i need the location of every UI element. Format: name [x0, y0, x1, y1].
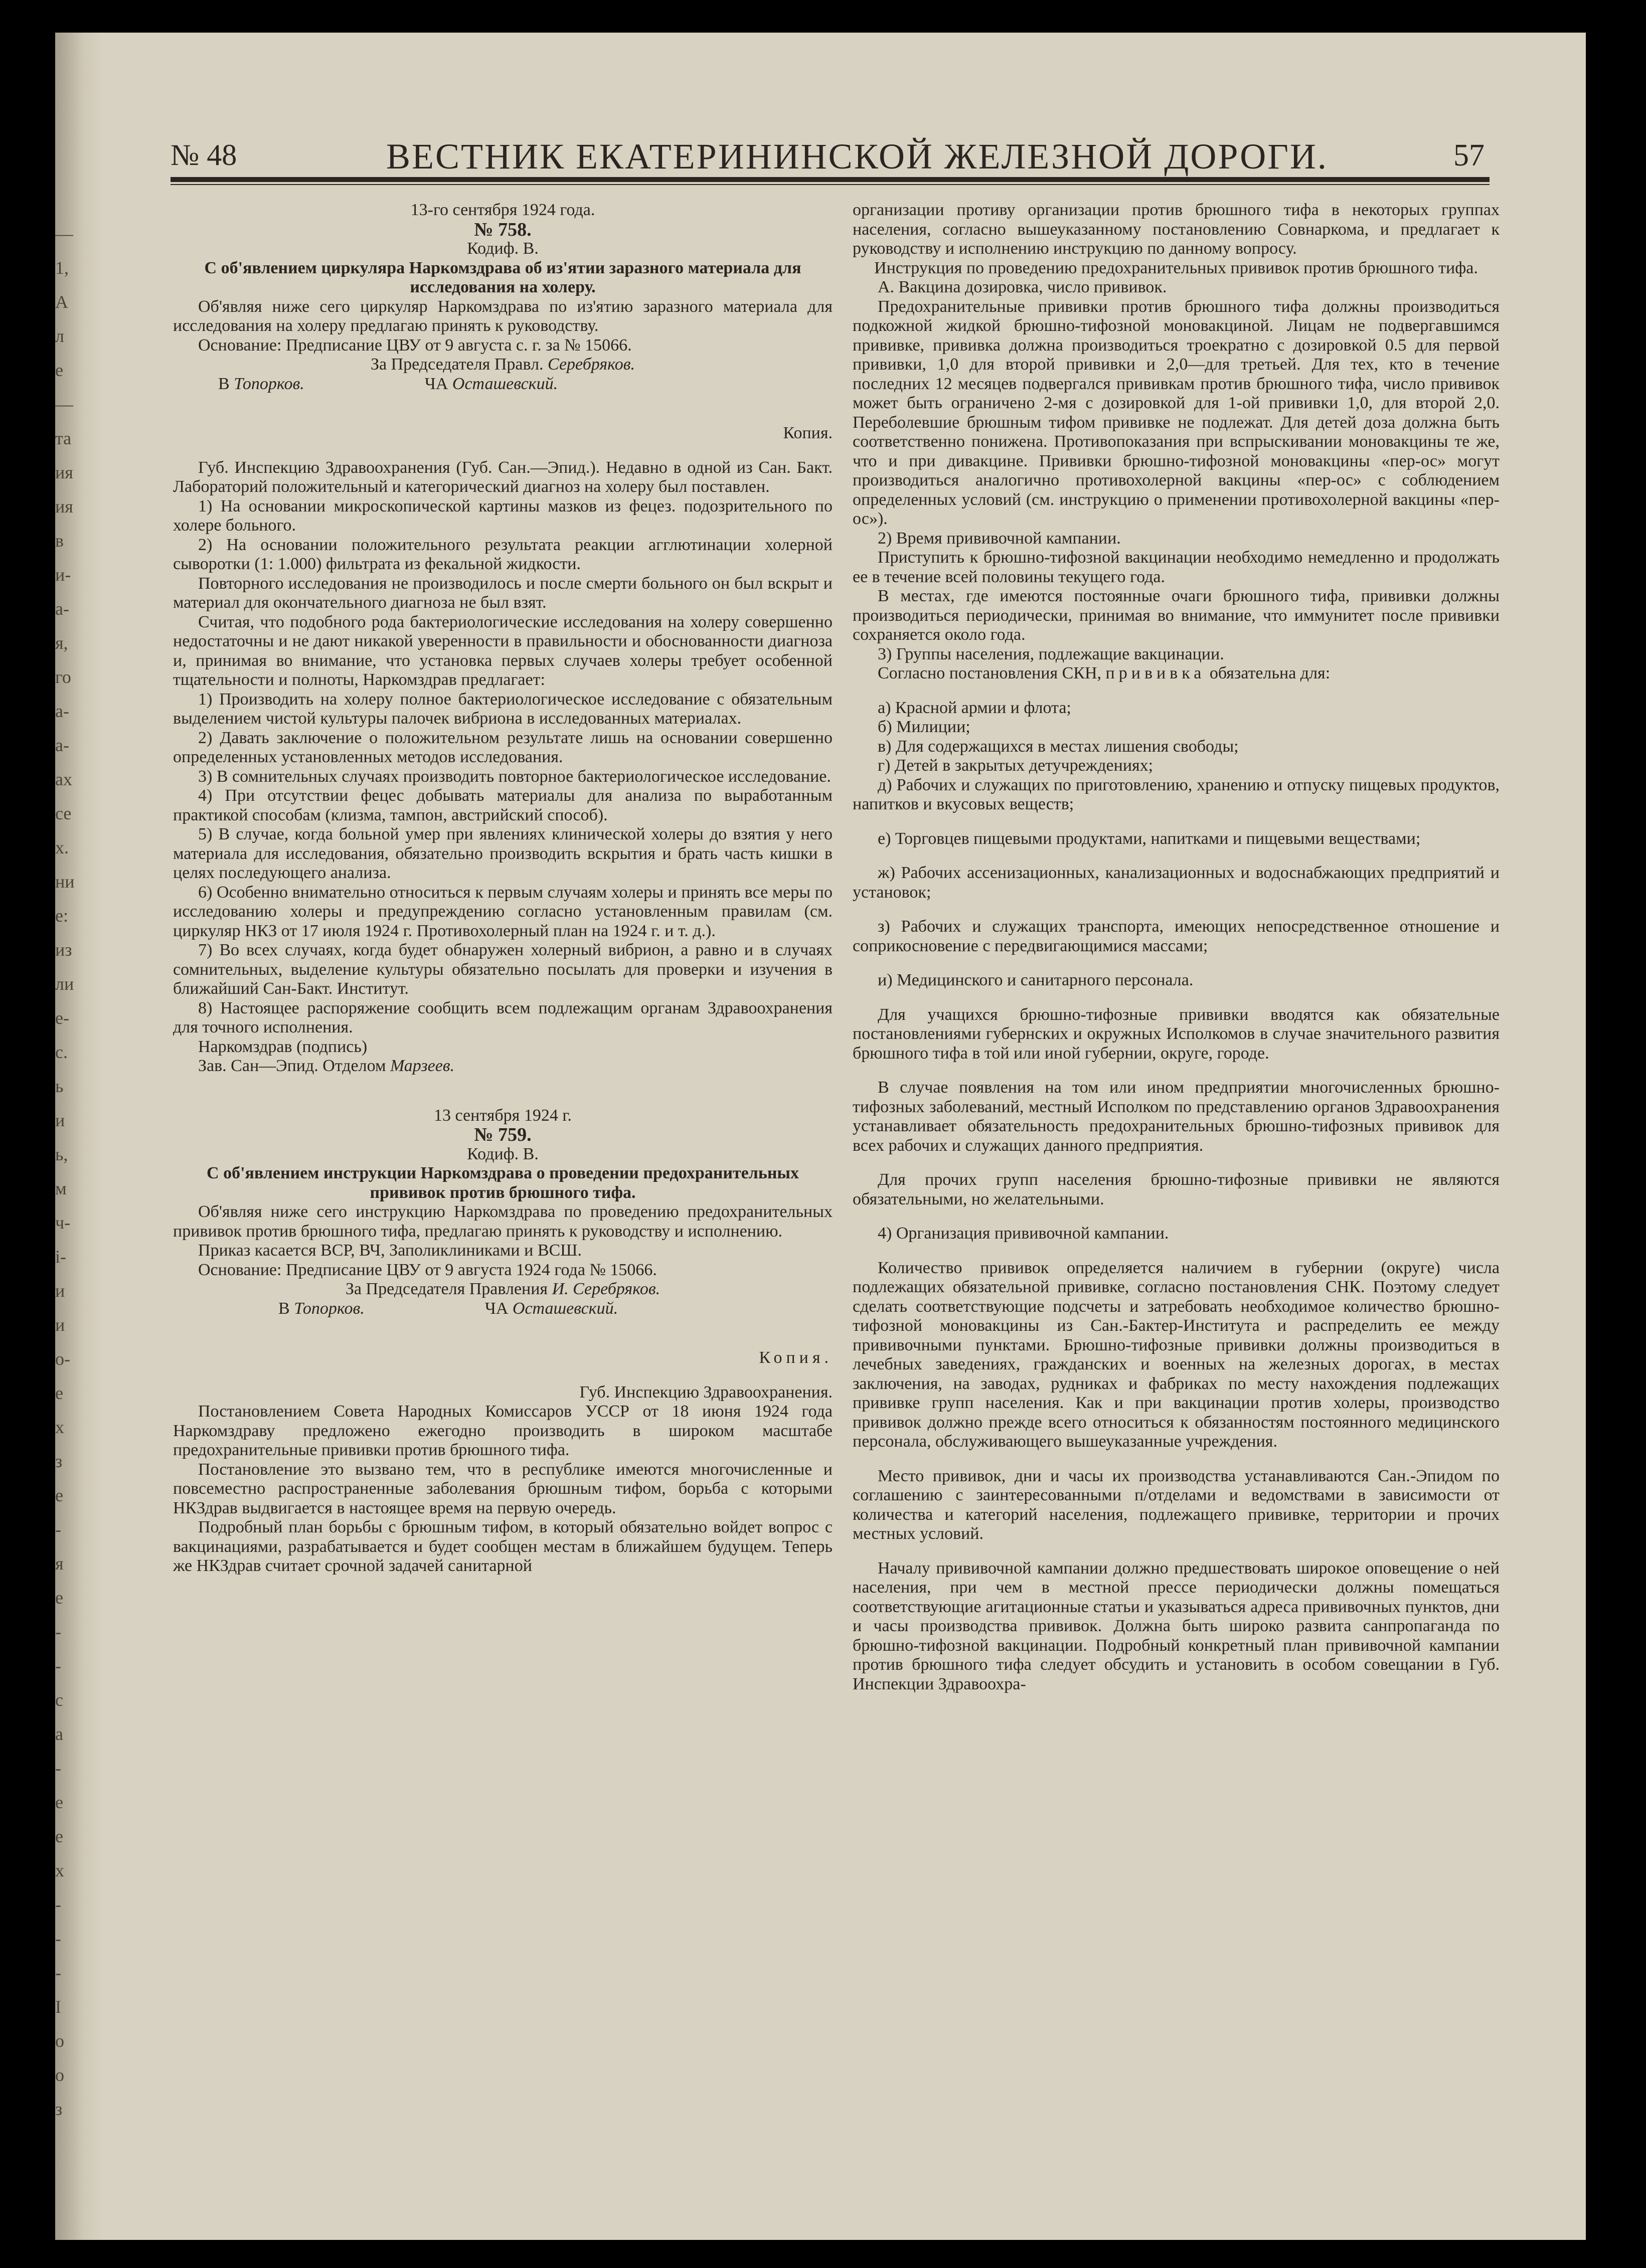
margin-fragment: е	[55, 1826, 63, 1846]
section-heading: 3) Группы населения, подлежащие вакцинации.	[878, 644, 1224, 663]
margin-fragment: из	[55, 940, 72, 960]
margin-fragment: а-	[55, 701, 69, 721]
previous-page-edge	[55, 33, 98, 2240]
margin-fragment: и	[55, 1315, 65, 1335]
paragraph: Губ. Инспекцию Здравоохранения (Губ. Сан.—Эпид.). Недавно в одной из Сан. Бакт. Лабораторий положительный и категорический диагноз на холеру был поставлен.	[173, 458, 833, 496]
paragraph: Наркомздрав (подпись)	[198, 1037, 368, 1056]
margin-fragment: ни	[55, 871, 75, 892]
margin-fragment: а-	[55, 735, 69, 755]
left-column	[173, 201, 833, 1576]
paragraph: Считая, что подобного рода бактериологические исследования на холеру совершенно недостаточны и не дают никакой уверенности в правильности и обоснованности диагноза и, принимая во внимание, что установка первых случаев холеры требует особенной тщательности и полноты, Наркомздрав предлагает:	[173, 612, 833, 689]
margin-fragment: е	[55, 1588, 63, 1608]
order-758-number: № 758.	[474, 219, 532, 240]
margin-fragment: се	[55, 803, 72, 823]
paragraph: Повторного исследования не производилось и после смерти больного он был вскрыт и материал для окончательного диагноза не был взят.	[173, 574, 833, 612]
header-rule	[171, 177, 1490, 185]
margin-fragment: I	[55, 1997, 61, 2017]
paragraph: В местах, где имеются постоянные очаги брюшного тифа, прививки должны производиться периодически, принимая во внимание, что иммунитет после прививки сохраняется около года.	[853, 587, 1500, 644]
list-item: ж) Рабочих ассенизационных, канализационных и водоснабжающих предприятий и установок;	[853, 863, 1500, 902]
margin-fragment: ия	[55, 496, 73, 516]
margin-fragment: е-	[55, 1008, 69, 1028]
list-item: б) Милиции;	[878, 718, 970, 736]
margin-fragment: -	[55, 1656, 61, 1676]
margin-fragment: -	[55, 1758, 61, 1778]
paragraph: Приступить к брюшно-тифозной вакцинации необходимо немедленно и продолжать ее в течение всей половины текущего года.	[853, 548, 1500, 586]
paragraph: 7) Во всех случаях, когда будет обнаружен холерный вибрион, а равно и в случаях сомнительных, выделение культуры обязательно посылать для проверки и изучения в ближайший Сан-Бакт. Институт.	[173, 941, 833, 998]
paragraph: Для учащихся брюшно-тифозные прививки вводятся как обязательные постановлениями губернских и окружных Исполкомов в случае значительного развития брюшного тифа в той или иной губернии, округе, городе.	[853, 1005, 1500, 1063]
list-item: г) Детей в закрытых детучреждениях;	[878, 756, 1154, 775]
margin-fragment: ч-	[55, 1212, 71, 1233]
publication-title: ВЕСТНИК ЕКАТЕРИНИНСКОЙ ЖЕЛЕЗНОЙ ДОРОГИ.	[386, 136, 1328, 177]
paragraph: 4) При отсутствии фецес добывать материалы для анализа по выработанным практикой способам (клизма, тампон, австрийский способ).	[173, 786, 833, 824]
margin-fragment: е	[55, 1485, 63, 1505]
margin-fragment: и	[55, 1110, 65, 1130]
paragraph: организации противу организации против брюшного тифа в некоторых группах населения, согласно вышеуказанному постановлению Совнаркома, и предлагает к руководству и исполнению инструкцию по данному вопросу.	[853, 201, 1500, 258]
addressee: Губ. Инспекцию Здравоохранения.	[579, 1382, 833, 1402]
margin-fragment: ах	[55, 769, 72, 789]
paragraph: Постановлением Совета Народных Комиссаров УССР от 18 июня 1924 года Наркомздраву предложено ежегодно производить в широком масштабе предохранительные прививки против брюшного тифа.	[173, 1402, 833, 1459]
order-759-number: № 759.	[474, 1124, 532, 1145]
margin-fragment: с	[55, 1690, 63, 1710]
margin-fragment: ь,	[55, 1144, 68, 1164]
paragraph: В случае появления на том или ином предприятии многочисленных брюшно-тифозных заболеваний, местный Исполком по представлению органов Здравоохранения устанавливает обязательность предохранительных брюшно-тифозных прививок для всех рабочих и служащих данного предприятия.	[853, 1078, 1500, 1155]
margin-fragment: ли	[55, 974, 74, 994]
margin-fragment: я	[55, 1553, 64, 1574]
margin-fragment: м	[55, 1178, 67, 1198]
margin-fragment: з	[55, 1451, 63, 1471]
margin-fragment: х.	[55, 837, 69, 857]
paragraph: 1) Производить на холеру полное бактериологическое исследование с обязательным выделением чистой культуры палочек вибриона в исследованных материалах.	[173, 689, 833, 728]
margin-fragment: -	[55, 1519, 61, 1539]
paragraph: Приказ касается ВСР, ВЧ, Заполиклиниками и ВСШ.	[198, 1241, 582, 1260]
margin-fragment: х	[55, 1417, 64, 1437]
paragraph: 2) Давать заключение о положительном результате лишь на основании совершенно определенных установленных методов исследования.	[173, 728, 833, 766]
right-column	[853, 201, 1500, 1694]
paragraph: Для прочих групп населения брюшно-тифозные прививки не являются обязательными, но желательными.	[853, 1170, 1500, 1208]
order-758-date: 13-го сентября 1924 года.	[410, 201, 595, 219]
order-758-code: Кодиф. В.	[467, 239, 539, 258]
paragraph: 5) В случае, когда больной умер при явлениях клинической холеры до взятия у него материала для исследования, обязательно производить вскрытия и брать часть кишки в целях последующего анализа.	[173, 825, 833, 882]
list-item: в) Для содержащихся в местах лишения свободы;	[878, 737, 1239, 756]
signature-line: За Председателя Правл. Серебряков.	[370, 355, 635, 374]
margin-fragment: е:	[55, 906, 68, 926]
margin-fragment: —	[55, 394, 73, 414]
signature-line: В Топорков. ЧА Осташевский.	[218, 374, 558, 393]
list-item: д) Рабочих и служащих по приготовлению, хранению и отпуску пищевых продуктов, напитков и вкусовых веществ;	[853, 775, 1500, 813]
paragraph: Место прививок, дни и часы их производства устанавливаются Сан.-Эпидом по соглашению с заинтересованными п/отделами и ведомствами в зависимости от количества и категорий населения, подлежащего прививке, территории и прочих местных условий.	[853, 1466, 1500, 1543]
margin-fragment: о-	[55, 1349, 70, 1369]
signature-line: В Топорков. ЧА Осташевский.	[278, 1299, 618, 1318]
margin-fragment: -	[55, 1894, 61, 1914]
margin-fragment: -	[55, 1622, 61, 1642]
order-758-heading: С об'явлением циркуляра Наркомздрава об из'ятии заразного материала для исследования на холеру.	[204, 258, 801, 296]
paragraph: 2) На основании положительного результата реакции агглютинации холерной сыворотки (1: 1.000) фильтрата из фекальной жидкости.	[173, 535, 833, 573]
signature-line: Зав. Сан—Эпид. Отделом Марзеев.	[198, 1057, 455, 1075]
margin-fragment: і-	[55, 1247, 66, 1267]
margin-fragment: о	[55, 2031, 64, 2051]
margin-fragment: а	[55, 1724, 63, 1744]
paragraph: Количество прививок определяется наличием в губернии (округе) числа подлежащих обязательной прививке, согласно постановления СНК. Поэтому следует сделать соответствующие подсчеты и затребовать необходимое количество брюшно-тифозной моновакцины из Сан.-Бактер-Института и распределить ее между прививочными пунктами. Брюшно-тифозные прививки должны производиться в лечебных заведениях, гражданских и военных на железных дорогах, в местах заключения, на заводах, рудниках и фабриках по месту нахождения подлежащих прививке групп населения. Как и при вакцинации против холеры, производство прививок должно прежде всего относиться к обязанностям постоянного медицинского персонала, обслуживающего вышеуказанные учреждения.	[853, 1258, 1500, 1451]
paragraph: Постановление это вызвано тем, что в республике имеются многочисленные и повсеместно распространенные заболевания брюшным тифом, борьба с которыми НКЗдрав выдвигается в настоящее время на первую очередь.	[173, 1460, 833, 1517]
margin-fragment: 1,	[55, 258, 69, 278]
margin-fragment: е	[55, 360, 63, 380]
copy-label: Копия.	[759, 1348, 833, 1367]
margin-fragment: —	[55, 224, 73, 244]
order-759-date: 13 сентября 1924 г.	[434, 1106, 572, 1125]
margin-fragment: -	[55, 1929, 61, 1949]
issue-number: № 48	[171, 138, 237, 171]
section-heading: 4) Организация прививочной кампании.	[878, 1224, 1169, 1243]
margin-fragment: з	[55, 2099, 63, 2119]
margin-fragment: я,	[55, 633, 68, 653]
paragraph: Предохранительные прививки против брюшного тифа должны производиться подкожной жидкой брюшно-тифозной моновакциной. Лицам не подвергавшимся прививке, прививка должна производиться троекратно с дозировкой 0.5 для первой прививки, 1,0 для второй прививки и 2,0—для третьей. Для тех, кто в течение последних 12 месяцев подвергался прививкам против брюшного тифа, число прививок может быть ограничено 2-мя с дозировкой для 1-ой прививки 1,0, для второй 2,0. Переболевшие брюшным тифом прививке не подлежат. Для детей доза должна быть соответственно понижена. Противопоказания при вспрыскивании моновакцины те же, что и при дивакцине. Прививки брюшно-тифозной моновакцины «пер-ос» могут производиться аналогично противохолерной вакцины «пер-ос» с соблюдением определенных условий (см. инструкцию о применении противохолерной вакцины «пер-ос»).	[853, 297, 1500, 528]
list-item: и) Медицинского и санитарного персонала.	[878, 971, 1194, 989]
order-759-heading: С об'явлением инструкции Наркомздрава о проведении предохранительных прививок против брюшного тифа.	[207, 1164, 799, 1202]
copy-label: Копия.	[783, 424, 833, 442]
paragraph: 8) Настоящее распоряжение сообщить всем подлежащим органам Здравоохранения для точного исполнения.	[173, 998, 833, 1036]
list-item: з) Рабочих и служащих транспорта, имеющих непосредственное отношение и соприкосновение с передвигающимися массами;	[853, 917, 1500, 955]
margin-fragment: -	[55, 1963, 61, 1983]
list-item: а) Красной армии и флота;	[878, 698, 1071, 717]
margin-fragment: е	[55, 1383, 63, 1403]
paragraph: Началу прививочной кампании должно предшествовать широкое оповещение о ней населения, при чем в местной прессе периодически должны помещаться соответствующие агитационные статьи и указываться адреса прививочных пунктов, дни и часы производства прививок. Должна быть широко развита санпропаганда по брюшно-тифозной вакцинации. Подробный конкретный план прививочной кампании против брюшного тифа следует обсудить и установить в особом совещании в Губ. Инспекции Здравоохра-	[853, 1558, 1500, 1693]
instruction-title: Инструкция по проведению предохранительных прививок против брюшного тифа.	[874, 258, 1478, 277]
list-item: е) Торговцев пищевыми продуктами, напитками и пищевыми веществами;	[878, 829, 1421, 848]
paragraph: Основание: Предписание ЦВУ от 9 августа с. г. за № 15066.	[198, 335, 632, 355]
paragraph: Об'являя ниже сего циркуляр Наркомздрава по из'ятию заразного материала для исследования на холеру предлагаю принять к руководству.	[173, 297, 833, 335]
signature-line: За Председателя Правления И. Серебряков.	[345, 1280, 661, 1298]
paragraph: Согласно постановления СКН, прививка обязательна для:	[878, 664, 1331, 682]
paragraph: 3) В сомнительных случаях производить повторное бактериологическое исследование.	[198, 767, 831, 786]
section-heading: 2) Время прививочной кампании.	[878, 529, 1121, 548]
paragraph: 6) Особенно внимательно относиться к первым случаям холеры и принять все меры по исследованию холеры и предупреждению согласно установленным правилам (см. циркуляр НКЗ от 17 июля 1924 г. Противохолерный план на 1924 г. и т. д.).	[173, 883, 833, 940]
margin-fragment: го	[55, 667, 71, 687]
margin-fragment: л	[55, 326, 64, 346]
margin-fragment: и	[55, 1281, 65, 1301]
margin-fragment: ия	[55, 462, 73, 482]
margin-fragment: ь	[55, 1076, 64, 1096]
margin-fragment: в	[55, 531, 64, 551]
margin-fragment: и-	[55, 565, 71, 585]
section-heading: А. Вакцина дозировка, число прививок.	[878, 278, 1167, 296]
margin-fragment: с.	[55, 1042, 68, 1062]
paragraph: Подробный план борьбы с брюшным тифом, в который обязательно войдет вопрос с вакцинациями, разрабатывается и будет сообщен местам в ближайшем будущем. Теперь же НКЗдрав считает срочной задачей санитарной	[173, 1518, 833, 1575]
paragraph: Основание: Предписание ЦВУ от 9 августа 1924 года № 15066.	[198, 1260, 657, 1279]
paragraph: 1) На основании микроскопической картины мазков из фецез. подозрительного по холере больного.	[173, 496, 833, 535]
paragraph: Об'являя ниже сего инструкцию Наркомздрава по проведению предохранительных прививок против брюшного тифа, предлагаю принять к руководству и исполнению.	[173, 1202, 833, 1241]
order-759-code: Кодиф. В.	[467, 1144, 539, 1163]
newspaper-page	[55, 33, 1586, 2240]
margin-fragment: х	[55, 1860, 64, 1880]
page-number: 57	[1453, 138, 1485, 172]
margin-fragment: е	[55, 1792, 63, 1812]
margin-fragment: та	[55, 428, 72, 448]
margin-fragment: а-	[55, 599, 69, 619]
margin-fragment: о	[55, 2065, 64, 2085]
margin-fragment: А	[55, 292, 68, 312]
